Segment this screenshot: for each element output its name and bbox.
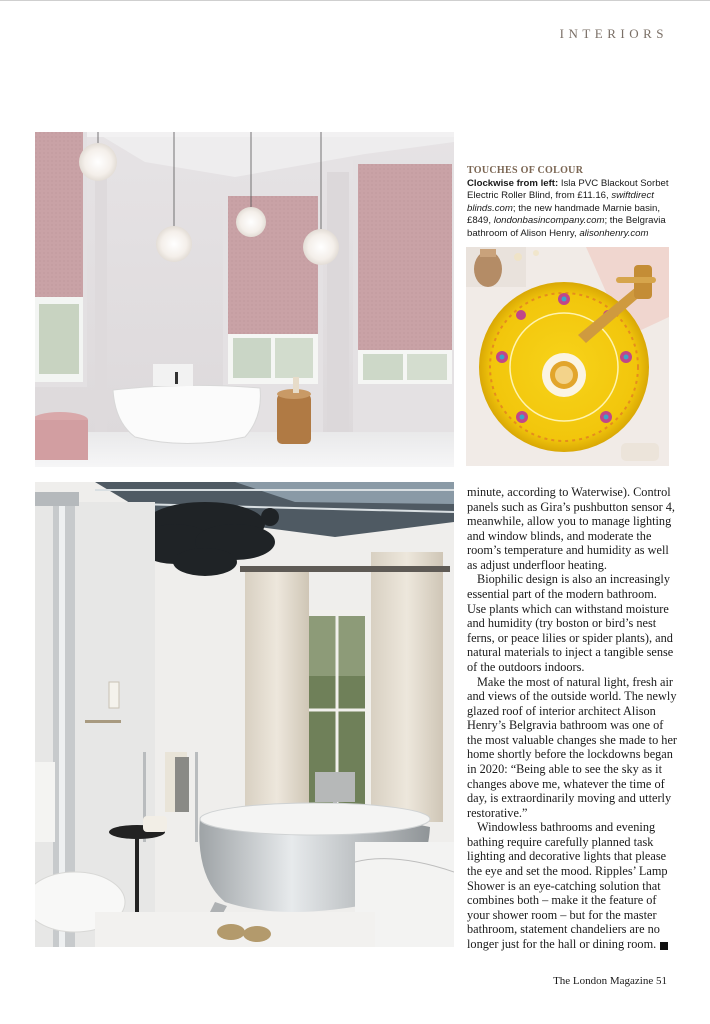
caption-text-1: Isla PVC Blackout Sorbet Electric Roller Blind, from £11.16, [467, 177, 669, 201]
caption-site-2: londonbasincompany.com [493, 215, 605, 226]
paragraph-3: Make the most of natural light, fresh air and views of the outside world. The newly glazed roof of interior architect Alison Henry’s Belgravia bathroom was one of the most valuable changes she made to her home shortly before the lockdowns began in 2020: “Being able to see the sky as it changes above me, whatever the time of day, is extraordinarily moving and utterly restorative.” [467, 674, 678, 820]
yellow-basin-illustration [466, 247, 669, 466]
article-body [467, 485, 677, 952]
belgravia-bathroom-illustration [35, 482, 454, 947]
top-rule [0, 0, 710, 1]
paragraph-1: minute, according to Waterwise). Control panels such as Gira’s pushbutton sensor 4, meanwhile, allow you to manage lighting and window blinds, and moderate the room’s temperature and humidity as well as adjust underfloor heating. [467, 485, 675, 572]
caption-title: TOUCHES OF COLOUR [467, 165, 584, 176]
caption-lead: Clockwise from left: [467, 177, 559, 189]
section-label: INTERIORS [559, 26, 668, 41]
caption-site-3: alisonhenry.com [579, 227, 649, 239]
paragraph-4 [467, 820, 677, 951]
photo-caption [467, 165, 677, 240]
caption-text-3: ; the Belgravia bathroom of Alison Henry, [467, 215, 666, 239]
photo-yellow-basin [466, 247, 669, 466]
page-folio: The London Magazine 51 [553, 975, 667, 987]
pink-blinds-bathroom-illustration [35, 132, 454, 467]
photo-belgravia-bathroom [35, 482, 454, 947]
paragraph-2: Biophilic design is also an increasingly essential part of the modern bathroom. Use plants which can withstand moisture and humidity (try boston or bird’s nest ferns, or peace lilies or spider plants), and natural materials to inject a tangible sense of the outdoors indoors. [467, 572, 674, 674]
caption-site-1: swiftdirect blinds.com [467, 190, 654, 214]
photo-pink-blinds-bathroom [35, 132, 454, 467]
end-mark-icon: L [660, 942, 668, 950]
paragraph-4-text: Windowless bathrooms and evening bathing require carefully planned task lighting and decorative lights that please the eye and set the mood. Ripples’ Lamp Shower is an eye-catching solution that combines both – make it the feature of your shower room – but for the master bathroom, statement chandeliers are no longer just for the hall or dining room. [467, 820, 668, 951]
caption-text-2: ; the new handmade Marnie basin, £849, [467, 202, 661, 226]
